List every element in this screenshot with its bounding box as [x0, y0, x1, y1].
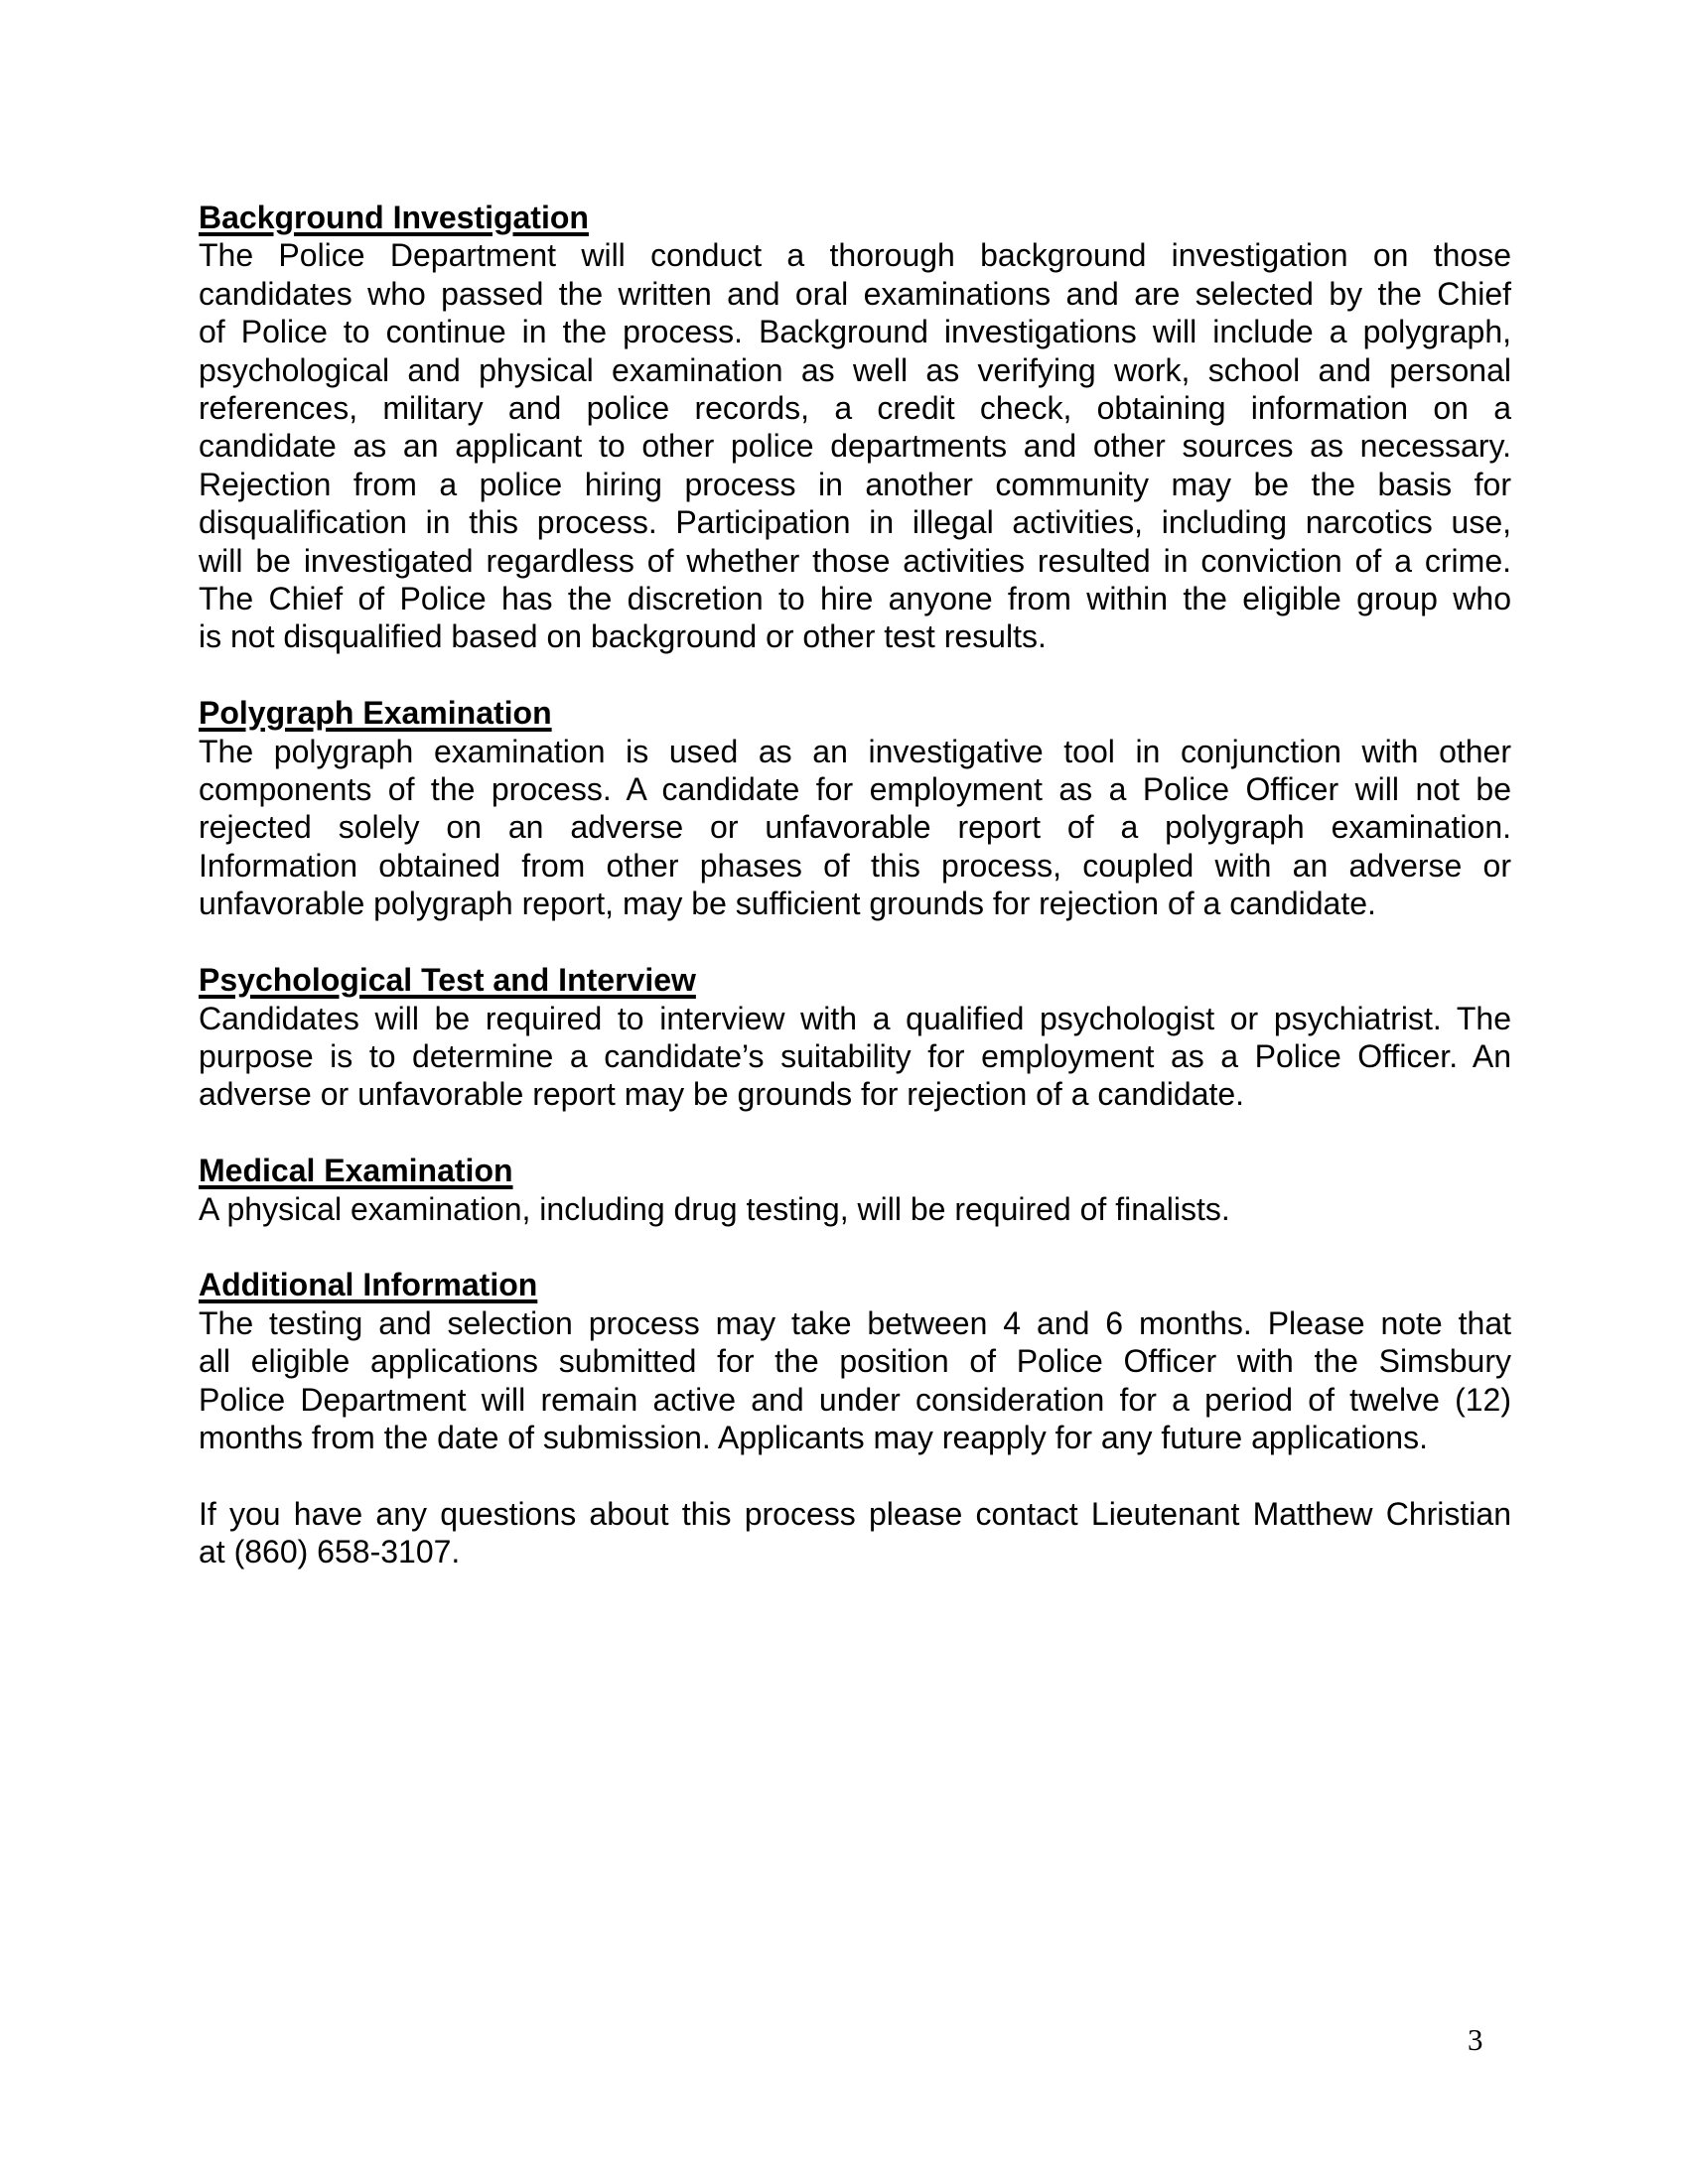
text-line: Police Department will remain active and under consideration for a period of twelve (12)	[199, 1381, 1511, 1418]
section-heading: Psychological Test and Interview	[199, 962, 696, 999]
section-paragraph	[199, 1190, 1511, 1228]
section-paragraph	[199, 1000, 1511, 1114]
text-line: purpose is to determine a candidate’s suitability for employment as a Police Officer. An	[199, 1037, 1511, 1074]
section-background-investigation	[199, 199, 1511, 656]
text-line: unfavorable polygraph report, may be sufficient grounds for rejection of a candidate.	[199, 886, 1376, 922]
text-line: all eligible applications submitted for the position of Police Officer with the Simsbury	[199, 1343, 1511, 1380]
text-line: Rejection from a police hiring process in another community may be the basis for	[199, 466, 1511, 502]
text-line: psychological and physical examination as well as verifying work, school and personal	[199, 351, 1511, 388]
text-line: will be investigated regardless of whether those activities resulted in conviction of a crime.	[199, 542, 1511, 579]
section-heading: Polygraph Examination	[199, 695, 552, 732]
section-medical-examination	[199, 1152, 1511, 1228]
text-line: components of the process. A candidate for employment as a Police Officer will not be	[199, 771, 1511, 808]
section-heading: Background Investigation	[199, 200, 589, 235]
text-line: A physical examination, including drug testing, will be required of finalists.	[199, 1190, 1230, 1227]
section-heading: Medical Examination	[199, 1153, 513, 1189]
text-line: candidates who passed the written and oral examinations and are selected by the Chief	[199, 275, 1511, 312]
text-line: The testing and selection process may take between 4 and 6 months. Please note that	[199, 1304, 1511, 1341]
page-number: 3	[1468, 2022, 1483, 2057]
closing-paragraph	[199, 1495, 1511, 1571]
section-psychological-test-and-interview	[199, 961, 1511, 1114]
section-paragraph	[199, 733, 1511, 923]
text-line: months from the date of submission. Applicants may reapply for any future applications.	[199, 1419, 1428, 1455]
text-line: If you have any questions about this process please contact Lieutenant Matthew Christian	[199, 1495, 1511, 1532]
section-paragraph	[199, 236, 1511, 655]
text-line: disqualification in this process. Participation in illegal activities, including narcotics use,	[199, 504, 1511, 541]
section-heading: Additional Information	[199, 1267, 538, 1303]
text-line: adverse or unfavorable report may be grounds for rejection of a candidate.	[199, 1076, 1245, 1113]
section-additional-information	[199, 1266, 1511, 1456]
section-polygraph-examination	[199, 694, 1511, 922]
section-paragraph	[199, 1304, 1511, 1457]
text-line: rejected solely on an adverse or unfavorable report of a polygraph examination.	[199, 809, 1511, 846]
text-line: The polygraph examination is used as an investigative tool in conjunction with other	[199, 733, 1511, 769]
text-line: candidate as an applicant to other police departments and other sources as necessary.	[199, 428, 1511, 465]
text-line: at (860) 658-3107.	[199, 1534, 461, 1570]
text-line: The Police Department will conduct a thorough background investigation on those	[199, 237, 1511, 274]
document-content	[199, 199, 1511, 1609]
text-line: The Chief of Police has the discretion to hire anyone from within the eligible group who	[199, 581, 1511, 617]
text-line: Candidates will be required to interview with a qualified psychologist or psychiatrist. The	[199, 1000, 1511, 1036]
text-line: references, military and police records, a credit check, obtaining information on a	[199, 390, 1511, 427]
text-line: Information obtained from other phases of this process, coupled with an adverse or	[199, 847, 1511, 884]
text-line: is not disqualified based on background or other test results.	[199, 618, 1047, 655]
text-line: of Police to continue in the process. Background investigations will include a polygraph,	[199, 314, 1511, 350]
